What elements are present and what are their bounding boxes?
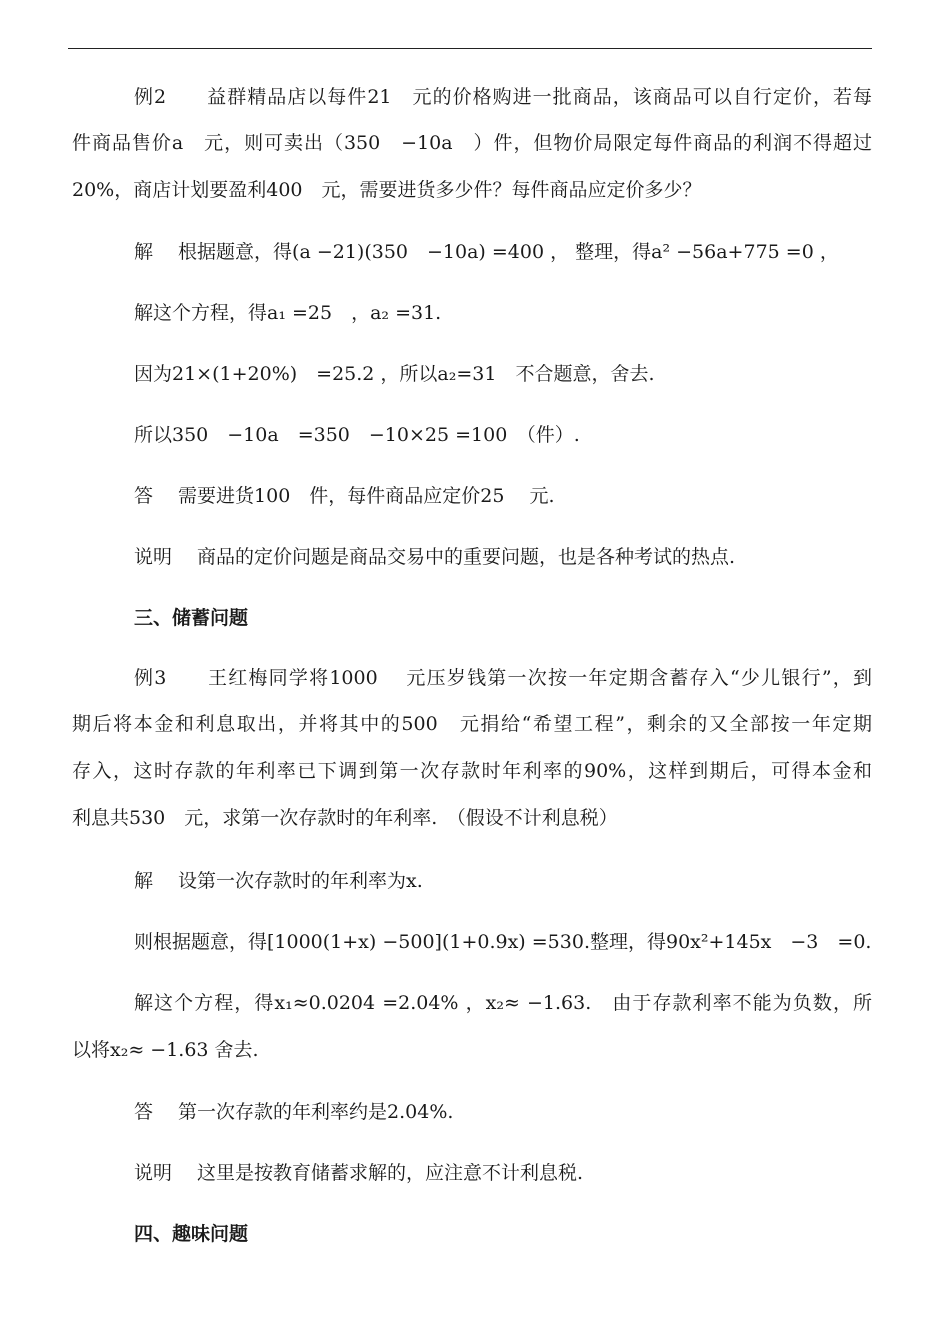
section-heading: 三、储蓄问题: [134, 607, 249, 629]
text-line: 答 需要进货100 件，每件商品应定价25 元.: [134, 485, 555, 507]
text-line: 期后将本金和利息取出，并将其中的500 元捐给“希望工程”，剩余的又全部按一年定期: [72, 713, 872, 735]
text-line: 利息共530 元，求第一次存款时的年利率. （假设不计利息税）: [72, 807, 618, 829]
text-line: 件商品售价a 元，则可卖出（350 −10a ）件，但物价局限定每件商品的利润不得超过: [72, 132, 872, 154]
text-line: 所以350 −10a =350 −10×25 =100 （件）.: [134, 424, 580, 446]
text-line: 解 设第一次存款时的年利率为x.: [134, 870, 423, 892]
text-line: 因为21×(1+20%) =25.2 ，所以a₂=31 不合题意，舍去.: [134, 363, 655, 385]
text-line: 解这个方程，得x₁≈0.0204 =2.04% ，x₂≈ −1.63. 由于存款利率不能为负数，所: [134, 992, 872, 1014]
text-line: 说明 这里是按教育储蓄求解的，应注意不计利息税.: [134, 1162, 584, 1184]
text-line: 以将x₂≈ −1.63 舍去.: [72, 1039, 259, 1061]
text-line: 答 第一次存款的年利率约是2.04%.: [134, 1101, 454, 1123]
text-line: 说明 商品的定价问题是商品交易中的重要问题，也是各种考试的热点.: [134, 546, 736, 568]
text-line: 解这个方程，得a₁ =25 ，a₂ =31.: [134, 302, 442, 324]
section-heading: 四、趣味问题: [134, 1223, 249, 1245]
text-line: 则根据题意，得[1000(1+x) −500](1+0.9x) =530.整理，得90x²+145x −3 =0.: [134, 931, 872, 953]
text-line: 例2 益群精品店以每件21 元的价格购进一批商品，该商品可以自行定价，若每: [134, 86, 872, 108]
header-rule: [68, 48, 872, 49]
text-line: 解 根据题意，得(a −21)(350 −10a) =400 ， 整理，得a² −56a+775 =0 ，: [134, 241, 839, 263]
text-line: 例3 王红梅同学将1000 元压岁钱第一次按一年定期含蓄存入“少儿银行”，到: [134, 667, 872, 689]
text-line: 存入，这时存款的年利率已下调到第一次存款时年利率的90%，这样到期后，可得本金和: [72, 760, 872, 782]
text-line: 20%，商店计划要盈利400 元，需要进货多少件？每件商品应定价多少？: [72, 179, 702, 201]
